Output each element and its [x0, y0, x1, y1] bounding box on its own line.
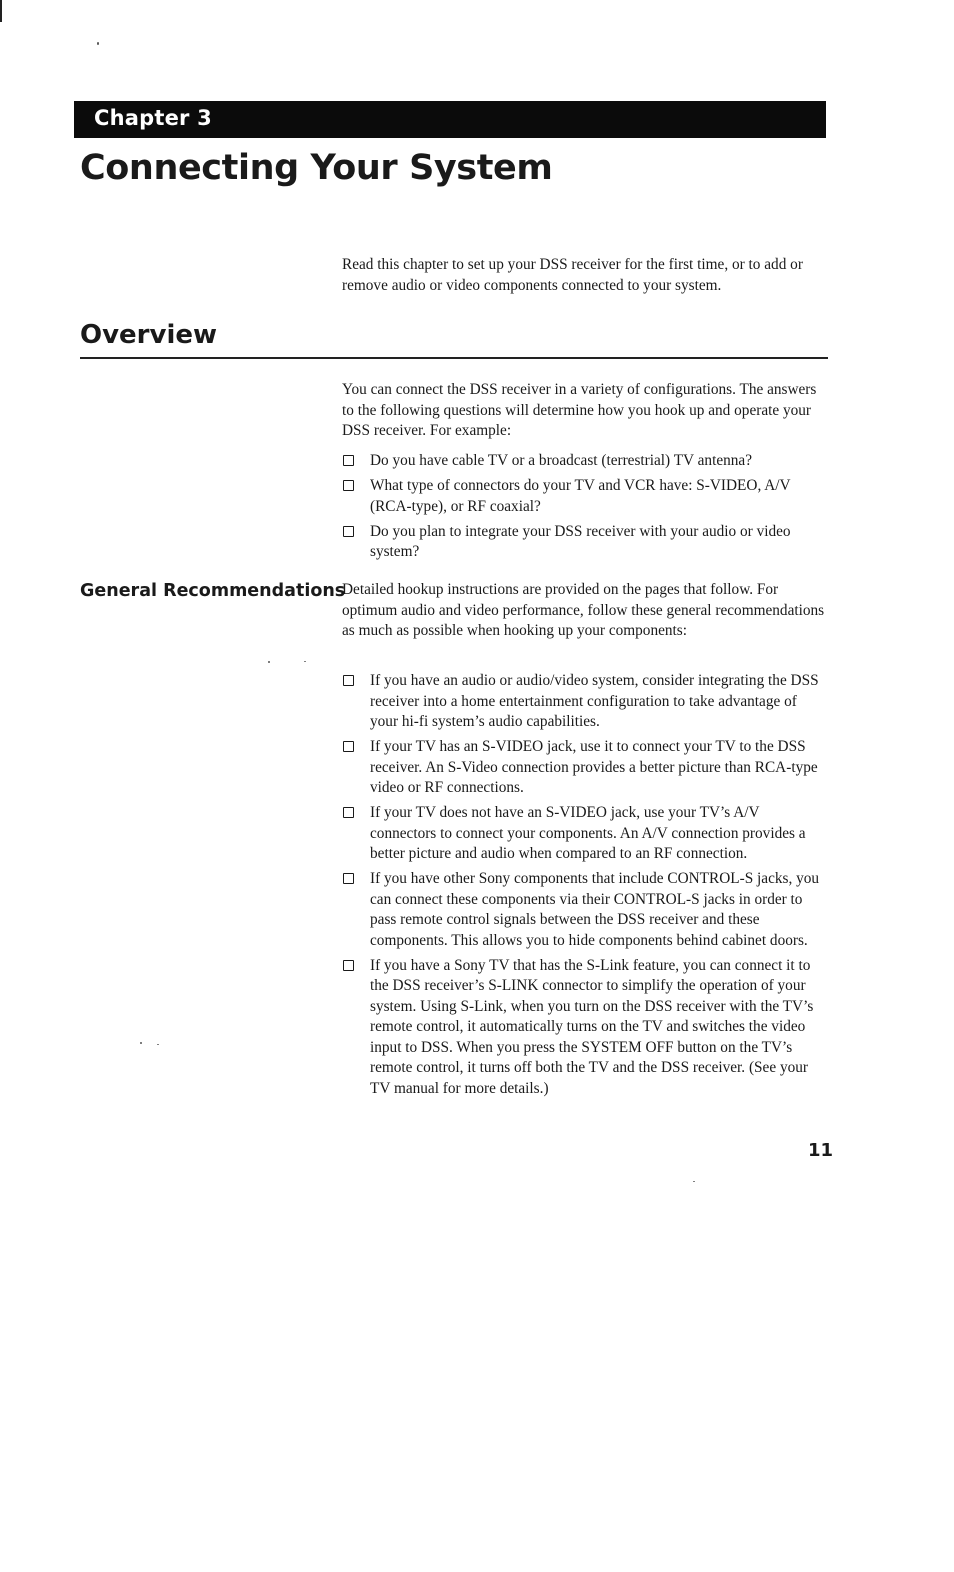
checkbox-bullet-icon — [343, 675, 354, 686]
list-item — [342, 476, 828, 517]
list-item-text: Do you have cable TV or a broadcast (terrestrial) TV antenna? — [370, 452, 752, 469]
scan-speck — [693, 1181, 695, 1182]
list-item — [342, 451, 828, 472]
checkbox-bullet-icon — [343, 480, 354, 491]
list-item-text: Do you plan to integrate your DSS receiver with your audio or video system? — [370, 522, 791, 560]
general-recommendations-heading: General Recommendations — [80, 581, 346, 601]
scan-speck — [140, 1042, 142, 1044]
list-item-text: If your TV has an S-VIDEO jack, use it to connect your TV to the DSS receiver. An S-Video connection provides a better picture than RCA-type video or RF connections. — [370, 738, 818, 796]
list-item — [342, 803, 828, 865]
section-divider — [80, 357, 828, 359]
list-item — [342, 869, 828, 951]
intro-paragraph: Read this chapter to set up your DSS receiver for the first time, or to add or remove audio or video components connected to your system. — [342, 256, 803, 294]
page-number: 11 — [808, 1140, 834, 1161]
list-item-text: If you have an audio or audio/video system, consider integrating the DSS receiver into a home entertainment configuration to take advantage of your hi-fi system’s audio capabilities. — [370, 672, 819, 730]
list-item — [342, 522, 828, 563]
scan-speck — [97, 42, 99, 45]
scan-speck — [0, 0, 2, 22]
list-item-text: If your TV does not have an S-VIDEO jack, use your TV’s A/V connectors to connect your components. An A/V connection provides a better picture and audio when compared to an RF connection. — [370, 804, 806, 862]
checkbox-bullet-icon — [343, 455, 354, 466]
checkbox-bullet-icon — [343, 741, 354, 752]
list-item — [342, 671, 828, 733]
chapter-label: Chapter 3 — [94, 106, 212, 130]
checkbox-bullet-icon — [343, 807, 354, 818]
scan-speck — [304, 661, 306, 662]
scan-speck — [268, 661, 270, 663]
list-item-text: If you have other Sony components that include CONTROL-S jacks, you can connect these components via their CONTROL-S jacks in order to pass remote control signals between the DSS receiver and these components. This allows you to hide components behind cabinet doors. — [370, 870, 820, 949]
scan-speck — [157, 1044, 159, 1045]
overview-heading: Overview — [80, 320, 218, 350]
list-item-text: What type of connectors do your TV and VCR have: S-VIDEO, A/V (RCA-type), or RF coaxial? — [370, 477, 791, 515]
overview-question-list — [342, 451, 828, 567]
overview-paragraph: You can connect the DSS receiver in a variety of configurations. The answers to the following questions will determine how you hook up and operate your DSS receiver. For example: — [342, 381, 817, 439]
general-paragraph: Detailed hookup instructions are provided on the pages that follow. For optimum audio and video performance, follow these general recommendations as much as possible when hooking up your components: — [342, 581, 825, 639]
checkbox-bullet-icon — [343, 960, 354, 971]
recommendation-list — [342, 671, 828, 1104]
checkbox-bullet-icon — [343, 526, 354, 537]
checkbox-bullet-icon — [343, 873, 354, 884]
list-item — [342, 737, 828, 799]
page-title: Connecting Your System — [80, 148, 553, 188]
list-item — [342, 956, 828, 1100]
list-item-text: If you have a Sony TV that has the S-Link feature, you can connect it to the DSS receiver’s S-LINK connector to simplify the operation of your system. Using S-Link, when you turn on the DSS receiver with the TV’s remote control, it automatically turns on the TV and switches the video input to DSS. When you press the SYSTEM OFF button on the TV’s remote control, it turns off both the TV and the DSS receiver. (See your TV manual for more details.) — [370, 956, 814, 1097]
chapter-banner — [74, 101, 826, 138]
